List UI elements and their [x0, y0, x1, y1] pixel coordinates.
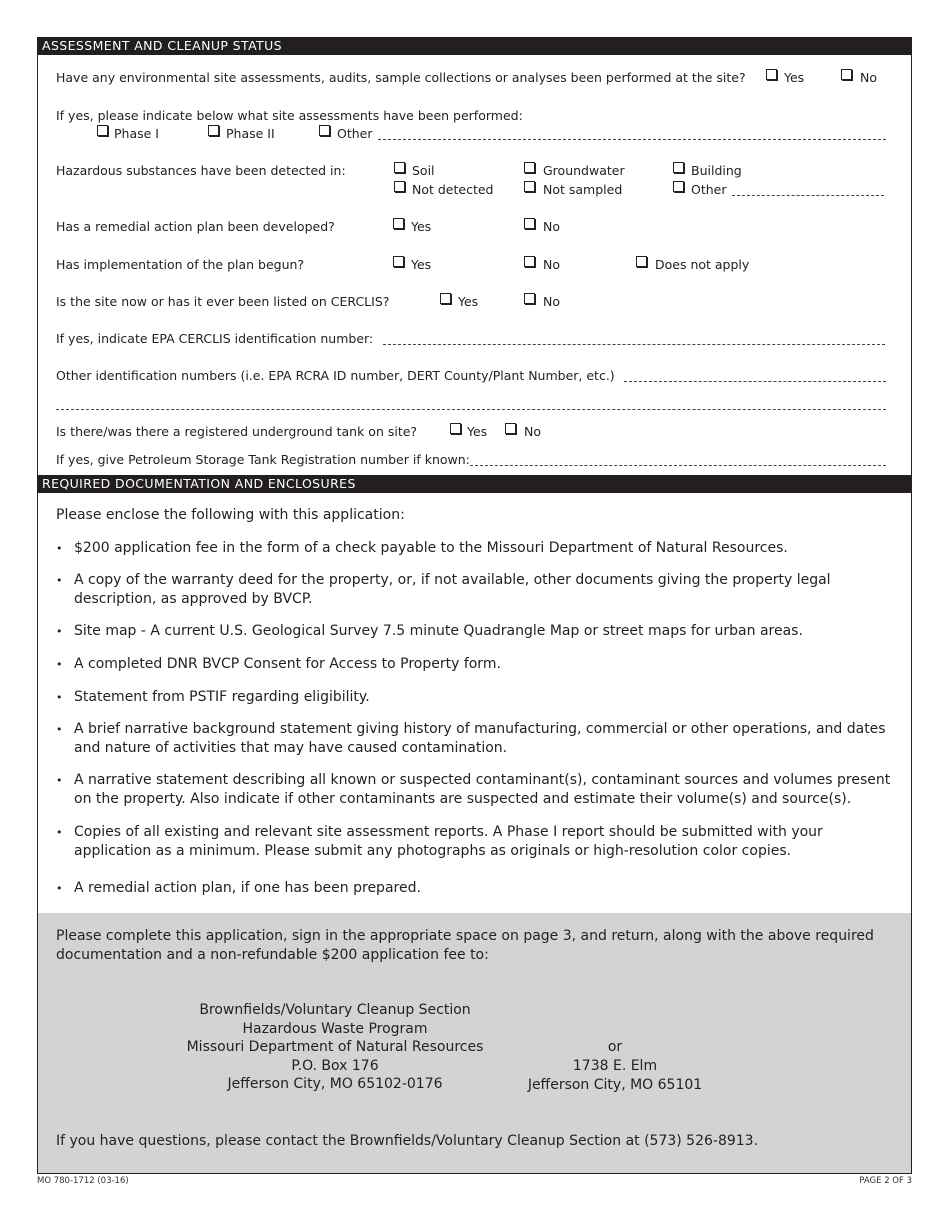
q1-no-label: No [860, 70, 877, 85]
q9-no-label: No [524, 424, 541, 439]
q-cerclis-listed: Is the site now or has it ever been listed on CERCLIS? [56, 294, 390, 309]
q-cerclis-id: If yes, indicate EPA CERCLIS identification number: [56, 331, 374, 346]
other-ids-field[interactable] [624, 381, 886, 382]
q5-yes-checkbox[interactable] [393, 256, 404, 267]
q-assessments-performed: Have any environmental site assessments, audits, sample collections or analyses been performed at the site? [56, 70, 746, 85]
q-other-ids: Other identification numbers (i.e. EPA RCRA ID number, DERT County/Plant Number, etc.) [56, 368, 615, 383]
building-label: Building [691, 163, 742, 178]
q6-yes-label: Yes [458, 294, 479, 309]
q4-yes-checkbox[interactable] [393, 218, 404, 229]
q1-no-checkbox[interactable] [841, 69, 852, 80]
other-assessment-field[interactable] [378, 139, 886, 140]
phase1-checkbox[interactable] [97, 125, 108, 136]
q6-yes-checkbox[interactable] [440, 293, 451, 304]
mailing-address-po-box: Brownfields/Voluntary Cleanup Section Hazardous Waste Program Missouri Department of Natural Resources P.O. Box 176 Jefferson City, MO 65102-0176 [186, 1002, 484, 1092]
q5-na-label: Does not apply [655, 257, 750, 272]
contact-info: If you have questions, please contact the Brownfields/Voluntary Cleanup Section at (573) 526-8913. [56, 1133, 759, 1149]
q5-yes-label: Yes [411, 257, 432, 272]
q-implementation-begun: Has implementation of the plan begun? [56, 257, 305, 272]
q6-no-checkbox[interactable] [524, 293, 535, 304]
soil-label: Soil [412, 163, 435, 178]
phase1-label: Phase I [114, 126, 159, 141]
q9-no-checkbox[interactable] [505, 423, 516, 434]
assessment-section-header: ASSESSMENT AND CLEANUP STATUS [37, 37, 912, 55]
q9-yes-label: Yes [467, 424, 488, 439]
mailing-instructions: Please complete this application, sign in the appropriate space on page 3, and return, along with the above required documentation and a non-refundable $200 application fee to: [56, 928, 874, 963]
groundwater-label: Groundwater [543, 163, 625, 178]
q9-yes-checkbox[interactable] [450, 423, 461, 434]
q1-yes-checkbox[interactable] [766, 69, 777, 80]
q5-no-label: No [543, 257, 560, 272]
tank-registration-field[interactable] [470, 465, 886, 466]
address-or-separator: or [607, 1039, 623, 1055]
documentation-section-header: REQUIRED DOCUMENTATION AND ENCLOSURES [37, 475, 912, 493]
not-sampled-label: Not sampled [543, 182, 623, 197]
soil-checkbox[interactable] [394, 162, 405, 173]
other-ids-field-line2[interactable] [56, 409, 886, 410]
q5-no-checkbox[interactable] [524, 256, 535, 267]
phase2-checkbox[interactable] [208, 125, 219, 136]
building-checkbox[interactable] [673, 162, 684, 173]
q-hazardous-detected: Hazardous substances have been detected in: [56, 163, 346, 178]
q5-na-checkbox[interactable] [636, 256, 647, 267]
not-detected-label: Not detected [412, 182, 494, 197]
q4-no-label: No [543, 219, 560, 234]
q1-yes-label: Yes [784, 70, 805, 85]
other-media-field[interactable] [732, 195, 884, 196]
q-assessment-types: If yes, please indicate below what site assessments have been performed: [56, 108, 523, 123]
mailing-address-street: 1738 E. Elm Jefferson City, MO 65101 [527, 1058, 703, 1093]
not-sampled-checkbox[interactable] [524, 181, 535, 192]
other-assessment-label: Other [337, 126, 373, 141]
documentation-intro: Please enclose the following with this application: [56, 507, 405, 523]
other-assessment-checkbox[interactable] [319, 125, 330, 136]
q-underground-tank: Is there/was there a registered underground tank on site? [56, 424, 418, 439]
q6-no-label: No [543, 294, 560, 309]
not-detected-checkbox[interactable] [394, 181, 405, 192]
phase2-label: Phase II [226, 126, 275, 141]
q-remedial-plan: Has a remedial action plan been developed? [56, 219, 335, 234]
q-tank-registration: If yes, give Petroleum Storage Tank Registration number if known: [56, 452, 470, 467]
groundwater-checkbox[interactable] [524, 162, 535, 173]
other-media-checkbox[interactable] [673, 181, 684, 192]
q4-no-checkbox[interactable] [524, 218, 535, 229]
q4-yes-label: Yes [411, 219, 432, 234]
other-media-label: Other [691, 182, 727, 197]
cerclis-id-field[interactable] [383, 344, 885, 345]
page-number: PAGE 2 OF 3 [859, 1176, 912, 1186]
form-id: MO 780-1712 (03-16) [37, 1176, 129, 1186]
